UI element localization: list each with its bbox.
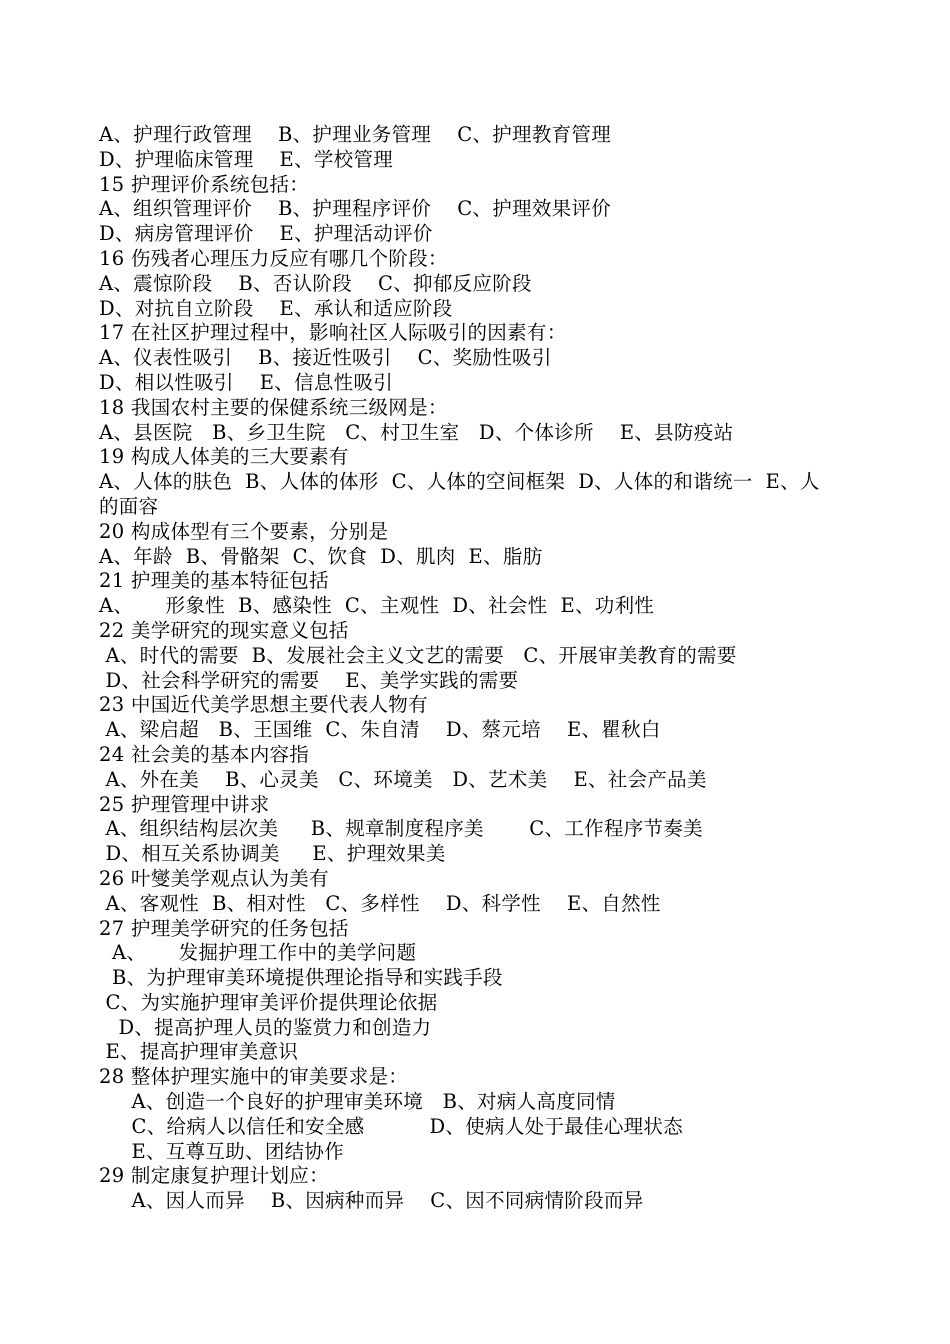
text-line: C、为实施护理审美评价提供理论依据 [99, 990, 438, 1014]
text-line: D、相以性吸引 E、信息性吸引 [99, 370, 394, 394]
question-line: 22 美学研究的现实意义包括 [99, 618, 349, 642]
text-line: A、时代的需要 B、发展社会主义文艺的需要 C、开展审美教育的需要 [99, 643, 737, 667]
text-line: A、仪表性吸引 B、接近性吸引 C、奖励性吸引 [99, 346, 552, 370]
text-line: A、人体的肤色 B、人体的体形 C、人体的空间框架 D、人体的和谐统一 E、人 [99, 470, 820, 494]
text-line: A、客观性 B、相对性 C、多样性 D、科学性 E、自然性 [99, 891, 661, 915]
document-body [99, 123, 859, 1214]
text-line: D、社会科学研究的需要 E、美学实践的需要 [99, 668, 519, 692]
text-line: D、对抗自立阶段 E、承认和适应阶段 [99, 296, 453, 320]
question-line: 28 整体护理实施中的审美要求是： [99, 1065, 409, 1089]
text-line: A、因人而异 B、因病种而异 C、因不同病情阶段而异 [99, 1189, 644, 1213]
text-line: A、 形象性 B、感染性 C、主观性 D、社会性 E、功利性 [99, 594, 655, 618]
text-line: B、为护理审美环境提供理论指导和实践手段 [99, 966, 503, 990]
question-line: 19 构成人体美的三大要素有 [99, 445, 349, 469]
question-line: 25 护理管理中讲求 [99, 792, 270, 816]
text-line: A、组织结构层次美 B、规章制度程序美 C、工作程序节奏美 [99, 817, 703, 841]
text-line: E、提高护理审美意识 [99, 1040, 299, 1064]
question-line: 23 中国近代美学思想主要代表人物有 [99, 693, 428, 717]
question-line: 24 社会美的基本内容指 [99, 742, 310, 766]
text-line: D、提高护理人员的鉴赏力和创造力 [99, 1015, 432, 1039]
text-line: A、震惊阶段 B、否认阶段 C、抑郁反应阶段 [99, 271, 532, 295]
text-line: A、梁启超 B、王国维 C、朱自清 D、蔡元培 E、瞿秋白 [99, 718, 661, 742]
text-line: A、外在美 B、心灵美 C、环境美 D、艺术美 E、社会产品美 [99, 767, 707, 791]
text-line: A、创造一个良好的护理审美环境 B、对病人高度同情 [99, 1090, 616, 1114]
question-line: 20 构成体型有三个要素，分别是 [99, 519, 389, 543]
question-line: 15 护理评价系统包括： [99, 172, 310, 196]
question-line: 29 制定康复护理计划应： [99, 1164, 329, 1188]
question-line: 16 伤残者心理压力反应有哪几个阶段： [99, 246, 448, 270]
question-line: 18 我国农村主要的保健系统三级网是： [99, 395, 448, 419]
question-line: 26 叶燮美学观点认为美有 [99, 866, 329, 890]
text-line: C、给病人以信任和安全感 D、使病人处于最佳心理状态 [99, 1114, 684, 1138]
text-line: A、 发掘护理工作中的美学问题 [99, 941, 417, 965]
text-line: D、病房管理评价 E、护理活动评价 [99, 222, 433, 246]
question-line: 21 护理美的基本特征包括 [99, 569, 329, 593]
text-line: E、互尊互助、团结协作 [99, 1139, 345, 1163]
question-line: 17 在社区护理过程中，影响社区人际吸引的因素有： [99, 321, 567, 345]
text-line: 的面容 [99, 494, 159, 518]
text-line: D、相互关系协调美 E、护理效果美 [99, 842, 446, 866]
text-line: D、护理临床管理 E、学校管理 [99, 147, 394, 171]
text-line: A、年龄 B、骨骼架 C、饮食 D、肌肉 E、脂肪 [99, 544, 543, 568]
text-line: A、县医院 B、乡卫生院 C、村卫生室 D、个体诊所 E、县防疫站 [99, 420, 734, 444]
text-line: A、护理行政管理 B、护理业务管理 C、护理教育管理 [99, 123, 612, 146]
text-line: A、组织管理评价 B、护理程序评价 C、护理效果评价 [99, 197, 612, 221]
question-line: 27 护理美学研究的任务包括 [99, 916, 349, 940]
